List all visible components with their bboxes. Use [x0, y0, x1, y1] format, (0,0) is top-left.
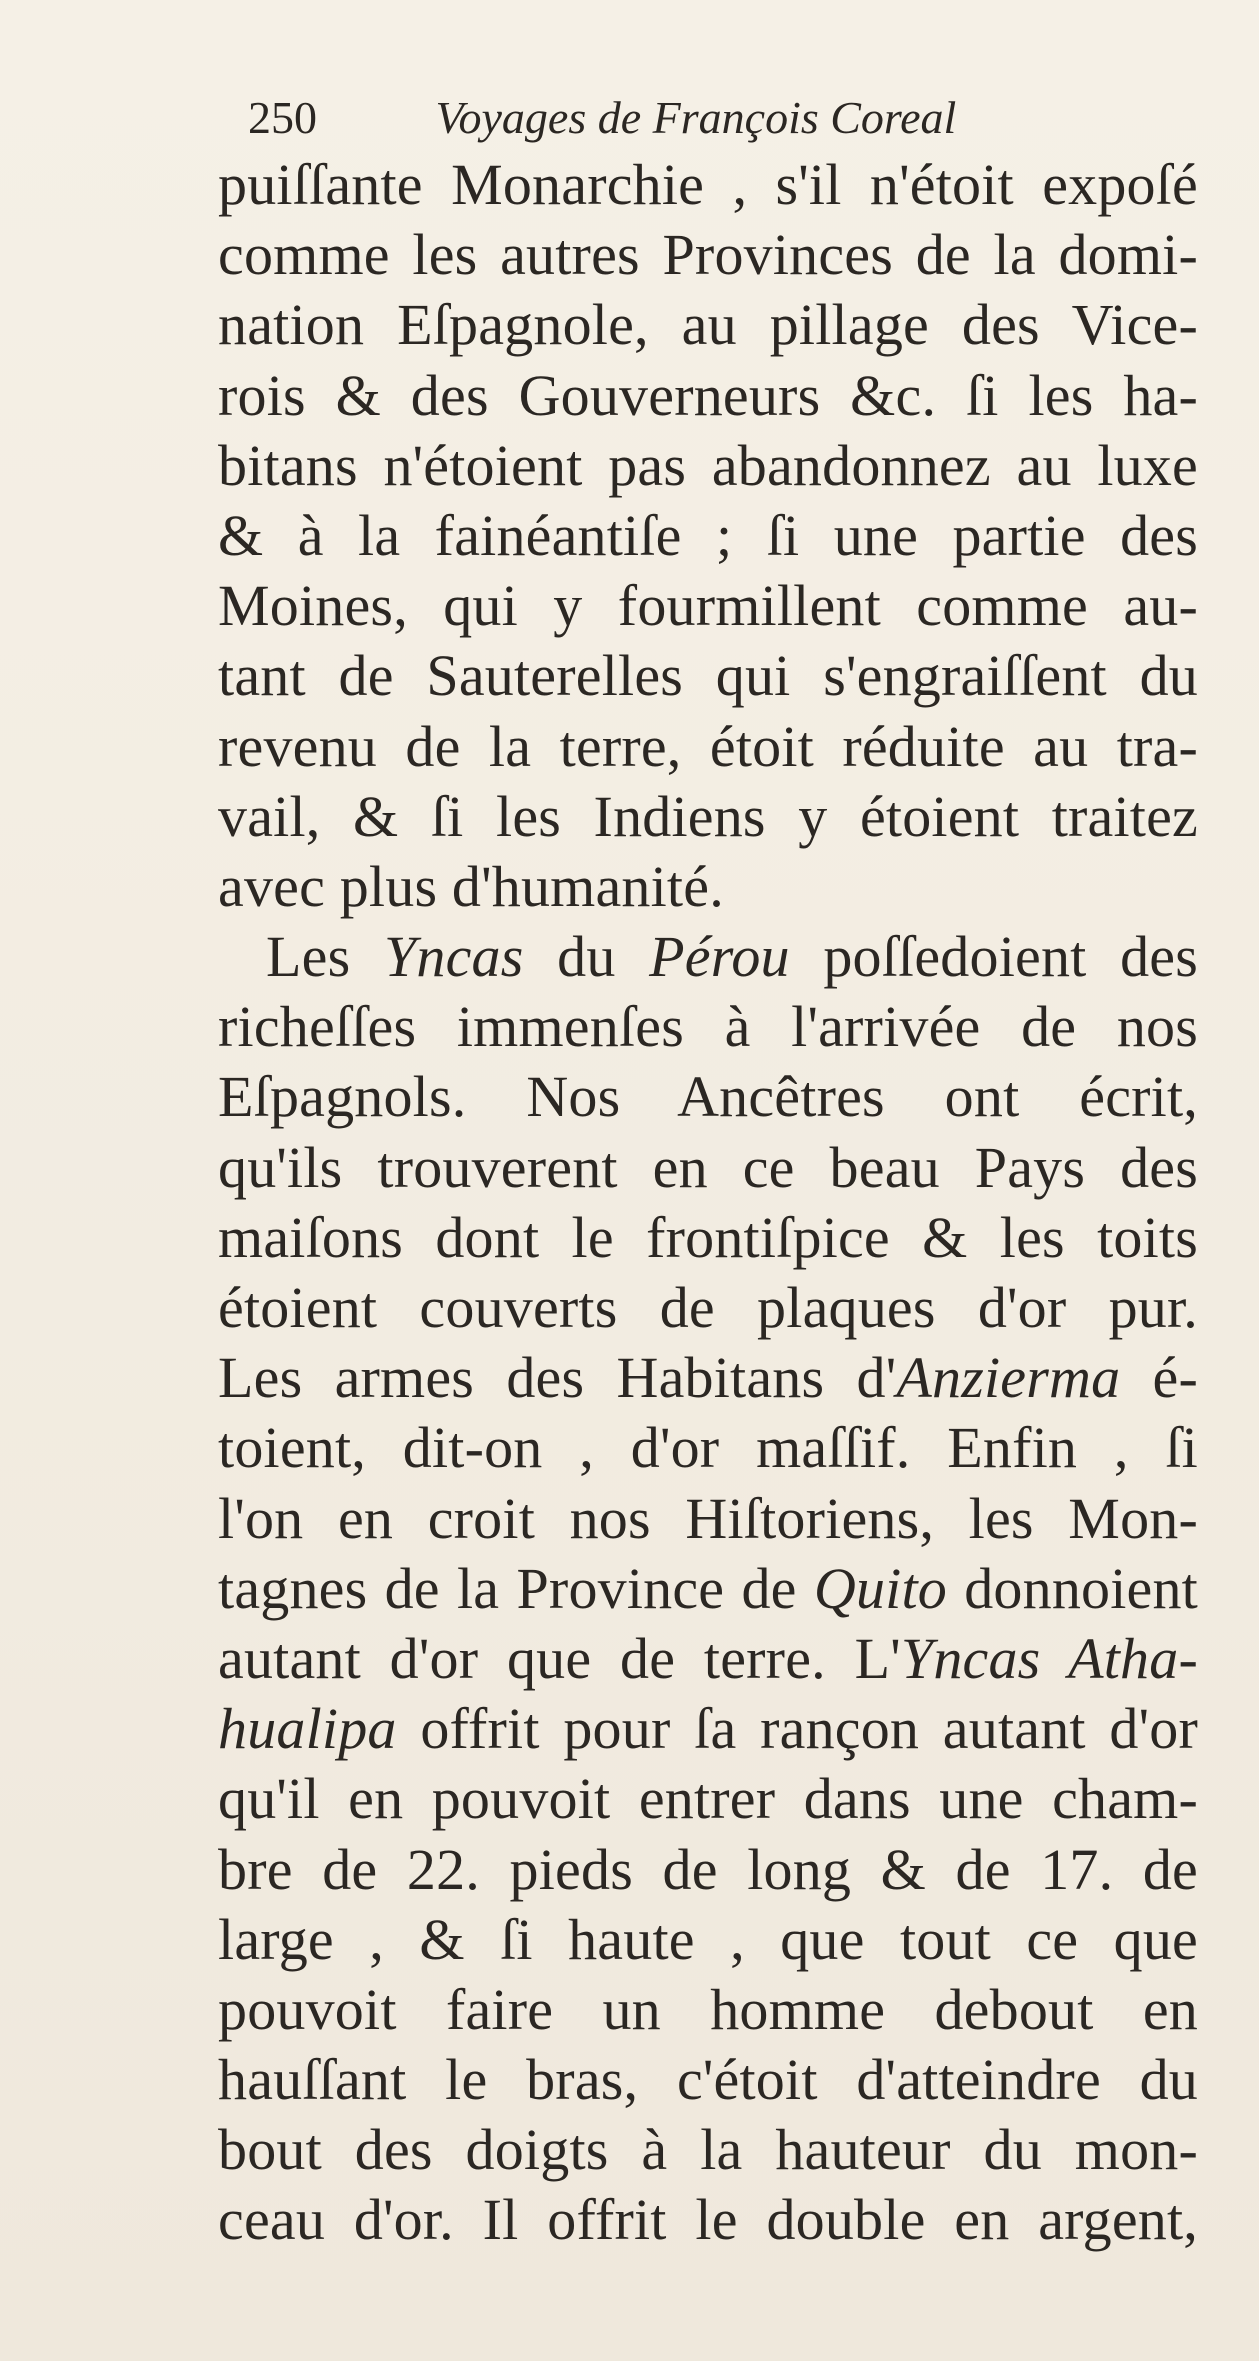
text-line-22 [218, 1624, 1198, 1694]
line-23-post: offrit pour ſa rançon autant d'or [396, 1696, 1198, 1762]
line-12-pre: Les [266, 924, 384, 990]
text-line-26: large , & ſi haute , que tout ce que [218, 1906, 1198, 1972]
text-line-20: l'on en croit nos Hiſtoriens, les Mon- [218, 1485, 1198, 1551]
text-line-12 [218, 922, 1198, 992]
text-line-29: bout des doigts à la hauteur du mon- [218, 2117, 1198, 2183]
text-line-4: rois & des Gouverneurs &c. ſi les ha- [218, 362, 1198, 428]
line-22-em1: Yncas Atha- [900, 1625, 1198, 1691]
text-line-5: bitans n'étoient pas abandonnez au luxe [218, 432, 1198, 498]
line-23-em1: hualipa [218, 1696, 397, 1762]
line-18-post: é- [1120, 1345, 1198, 1411]
running-title: Voyages de François Coreal [435, 92, 957, 143]
line-21-post: donnoient [946, 1555, 1198, 1621]
line-18-em1: Anzierma [896, 1345, 1121, 1411]
text-line-14: Eſpagnols. Nos Ancêtres ont écrit, [218, 1064, 1198, 1130]
body-text [218, 150, 1198, 2256]
text-line-3: nation Eſpagnole, au pillage des Vice- [218, 292, 1198, 358]
line-21-pre: tagnes de la Province de [218, 1555, 814, 1621]
text-line-15: qu'ils trouverent en ce beau Pays des [218, 1134, 1198, 1200]
text-line-2: comme les autres Provinces de la domi- [218, 222, 1198, 288]
text-line-8: tant de Sauterelles qui s'engraiſſent du [218, 643, 1198, 709]
text-line-30: ceau d'or. Il offrit le double en argent, [218, 2187, 1198, 2253]
text-line-9: revenu de la terre, étoit réduite au tra- [218, 713, 1198, 779]
text-line-27: pouvoit faire un homme debout en [218, 1976, 1198, 2042]
text-line-18 [218, 1343, 1198, 1413]
text-line-19: toient, dit-on , d'or maſſif. Enfin , ſi [218, 1415, 1198, 1481]
text-line-21 [218, 1554, 1198, 1624]
text-line-25: bre de 22. pieds de long & de 17. de [218, 1836, 1198, 1902]
line-12-post: poſſedoient des [789, 924, 1198, 990]
text-line-11: avec plus d'humanité. [218, 853, 724, 919]
text-line-24: qu'il en pouvoit entrer dans une cham- [218, 1766, 1198, 1832]
line-12-em1: Yncas [383, 924, 524, 990]
line-12-em2: Pérou [649, 924, 790, 990]
text-line-1: puiſſante Monarchie , s'il n'étoit expoſé [218, 152, 1198, 217]
text-line-28: hauſſant le bras, c'étoit d'atteindre du [218, 2047, 1198, 2113]
text-line-10: vail, & ſi les Indiens y étoient traitez [218, 783, 1198, 849]
page-header [248, 86, 1148, 150]
text-line-6: & à la fainéantiſe ; ſi une partie des [218, 502, 1198, 568]
page-number: 250 [248, 92, 317, 143]
text-line-16: maiſons dont le frontiſpice & les toits [218, 1204, 1198, 1270]
text-line-7: Moines, qui y fourmillent comme au- [218, 573, 1198, 639]
text-line-17: étoient couverts de plaques d'or pur. [218, 1275, 1198, 1340]
line-12-mid: du [523, 924, 650, 990]
line-21-em1: Quito [813, 1555, 947, 1621]
text-line-13: richeſſes immenſes à l'arrivée de nos [218, 994, 1198, 1060]
line-18-pre: Les armes des Habitans d' [218, 1345, 897, 1411]
line-22-pre: autant d'or que de terre. L' [218, 1625, 901, 1691]
text-line-23 [218, 1694, 1198, 1764]
